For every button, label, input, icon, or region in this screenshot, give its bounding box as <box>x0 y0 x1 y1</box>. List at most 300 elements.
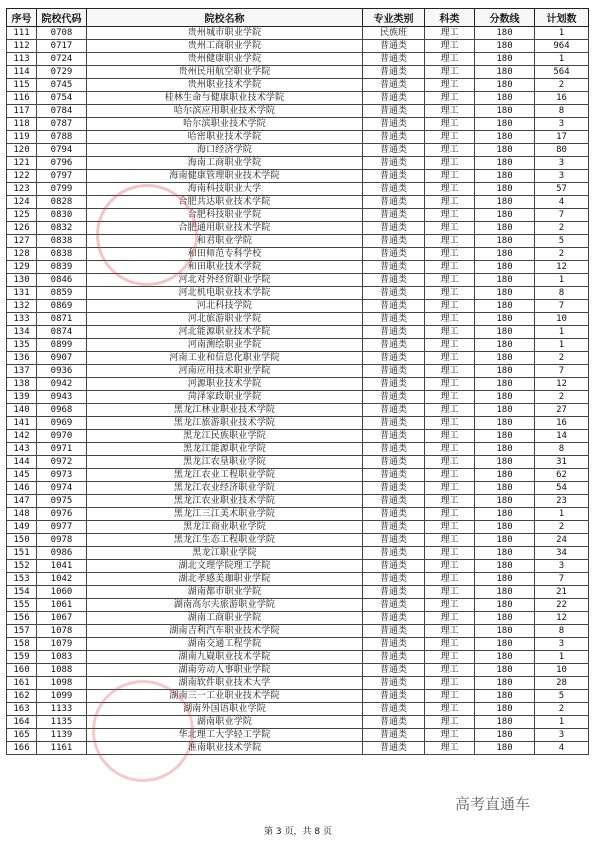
table-cell: 148 <box>7 508 37 521</box>
table-cell: 180 <box>475 53 535 66</box>
table-cell: 普通类 <box>363 274 425 287</box>
table-cell: 哈尔滨职业技术学院 <box>87 118 363 131</box>
table-cell: 133 <box>7 313 37 326</box>
table-cell: 0968 <box>37 404 87 417</box>
table-cell: 22 <box>535 599 589 612</box>
table-cell: 普通类 <box>363 482 425 495</box>
table-cell: 1139 <box>37 729 87 742</box>
table-cell: 普通类 <box>363 495 425 508</box>
table-cell: 理工 <box>425 547 475 560</box>
table-cell: 180 <box>475 417 535 430</box>
table-cell: 普通类 <box>363 170 425 183</box>
table-cell: 理工 <box>425 378 475 391</box>
table-cell: 180 <box>475 469 535 482</box>
table-cell: 0838 <box>37 248 87 261</box>
table-cell: 1 <box>535 326 589 339</box>
table-cell: 0838 <box>37 235 87 248</box>
table-cell: 河南工业和信息化职业学院 <box>87 352 363 365</box>
table-cell: 180 <box>475 144 535 157</box>
table-cell: 180 <box>475 430 535 443</box>
table-row <box>7 573 589 586</box>
table-cell: 180 <box>475 521 535 534</box>
table-cell: 166 <box>7 742 37 755</box>
table-cell: 180 <box>475 326 535 339</box>
table-cell: 180 <box>475 690 535 703</box>
table-cell: 普通类 <box>363 313 425 326</box>
table-cell: 理工 <box>425 404 475 417</box>
table-cell: 180 <box>475 742 535 755</box>
table-cell: 理工 <box>425 729 475 742</box>
admission-table-sheet <box>6 8 588 755</box>
table-cell: 180 <box>475 157 535 170</box>
table-row <box>7 664 589 677</box>
table-cell: 160 <box>7 664 37 677</box>
table-cell: 普通类 <box>363 53 425 66</box>
table-cell: 河北科技学院 <box>87 300 363 313</box>
table-cell: 0787 <box>37 118 87 131</box>
table-cell: 0975 <box>37 495 87 508</box>
table-cell: 162 <box>7 690 37 703</box>
table-cell: 1161 <box>37 742 87 755</box>
table-cell: 理工 <box>425 339 475 352</box>
table-cell: 普通类 <box>363 508 425 521</box>
table-cell: 普通类 <box>363 326 425 339</box>
table-cell: 180 <box>475 235 535 248</box>
table-cell: 0942 <box>37 378 87 391</box>
table-cell: 河南测绘职业学院 <box>87 339 363 352</box>
table-row <box>7 287 589 300</box>
table-cell: 180 <box>475 534 535 547</box>
table-cell: 黑龙江三江美术职业学院 <box>87 508 363 521</box>
table-cell: 湖南都市职业学院 <box>87 586 363 599</box>
table-cell: 111 <box>7 27 37 40</box>
table-cell: 1099 <box>37 690 87 703</box>
page-footer: 第 3 页，共 8 页 <box>264 827 332 837</box>
table-row <box>7 638 589 651</box>
table-cell: 964 <box>535 40 589 53</box>
table-row <box>7 625 589 638</box>
table-cell: 117 <box>7 105 37 118</box>
table-cell: 黑龙江林业职业技术学院 <box>87 404 363 417</box>
table-cell: 122 <box>7 170 37 183</box>
table-cell: 黑龙江能源职业学院 <box>87 443 363 456</box>
table-cell: 黑龙江农业工程职业学院 <box>87 469 363 482</box>
admission-table <box>6 8 589 755</box>
table-cell: 3 <box>535 170 589 183</box>
table-cell: 0943 <box>37 391 87 404</box>
table-cell: 普通类 <box>363 118 425 131</box>
table-cell: 0969 <box>37 417 87 430</box>
table-cell: 理工 <box>425 27 475 40</box>
table-cell: 1133 <box>37 703 87 716</box>
table-cell: 理工 <box>425 287 475 300</box>
table-cell: 180 <box>475 40 535 53</box>
table-cell: 理工 <box>425 664 475 677</box>
table-cell: 135 <box>7 339 37 352</box>
table-cell: 普通类 <box>363 391 425 404</box>
table-cell: 0745 <box>37 79 87 92</box>
table-cell: 1041 <box>37 560 87 573</box>
table-row <box>7 560 589 573</box>
table-cell: 理工 <box>425 430 475 443</box>
table-cell: 120 <box>7 144 37 157</box>
table-cell: 180 <box>475 287 535 300</box>
table-row <box>7 248 589 261</box>
table-row <box>7 534 589 547</box>
table-cell: 12 <box>535 378 589 391</box>
table-cell: 和田师范专科学校 <box>87 248 363 261</box>
table-cell: 164 <box>7 716 37 729</box>
table-cell: 139 <box>7 391 37 404</box>
column-header: 科类 <box>425 9 475 27</box>
table-cell: 0907 <box>37 352 87 365</box>
table-cell: 0869 <box>37 300 87 313</box>
table-cell: 180 <box>475 625 535 638</box>
table-cell: 180 <box>475 313 535 326</box>
table-cell: 普通类 <box>363 157 425 170</box>
table-row <box>7 183 589 196</box>
table-cell: 7 <box>535 573 589 586</box>
table-cell: 2 <box>535 391 589 404</box>
table-cell: 桂林生命与健康职业技术学院 <box>87 92 363 105</box>
table-cell: 湖南九嶷职业技术学院 <box>87 651 363 664</box>
table-cell: 合肥共达职业技术学院 <box>87 196 363 209</box>
column-header: 专业类别 <box>363 9 425 27</box>
table-cell: 菏泽家政职业学院 <box>87 391 363 404</box>
table-cell: 普通类 <box>363 248 425 261</box>
table-cell: 黑龙江民族职业学院 <box>87 430 363 443</box>
table-cell: 湖南三一工业职业技术学院 <box>87 690 363 703</box>
table-cell: 理工 <box>425 53 475 66</box>
table-cell: 理工 <box>425 105 475 118</box>
table-cell: 152 <box>7 560 37 573</box>
table-cell: 普通类 <box>363 79 425 92</box>
table-cell: 2 <box>535 79 589 92</box>
table-cell: 124 <box>7 196 37 209</box>
table-cell: 180 <box>475 547 535 560</box>
table-cell: 理工 <box>425 66 475 79</box>
table-cell: 理工 <box>425 235 475 248</box>
table-cell: 普通类 <box>363 638 425 651</box>
table-row <box>7 378 589 391</box>
table-cell: 理工 <box>425 443 475 456</box>
table-cell: 0828 <box>37 196 87 209</box>
table-cell: 理工 <box>425 261 475 274</box>
table-cell: 12 <box>535 261 589 274</box>
table-row <box>7 66 589 79</box>
table-cell: 4 <box>535 196 589 209</box>
table-cell: 黑龙江旅游职业技术学院 <box>87 417 363 430</box>
table-cell: 贵州工商职业学院 <box>87 40 363 53</box>
table-row <box>7 313 589 326</box>
table-cell: 和田职业技术学院 <box>87 261 363 274</box>
table-cell: 180 <box>475 339 535 352</box>
table-cell: 180 <box>475 209 535 222</box>
table-cell: 哈尔滨应用职业技术学院 <box>87 105 363 118</box>
table-cell: 理工 <box>425 677 475 690</box>
table-cell: 理工 <box>425 352 475 365</box>
table-cell: 理工 <box>425 183 475 196</box>
table-row <box>7 651 589 664</box>
table-cell: 159 <box>7 651 37 664</box>
table-cell: 1 <box>535 274 589 287</box>
table-cell: 180 <box>475 482 535 495</box>
table-cell: 湖南软件职业技术大学 <box>87 677 363 690</box>
table-cell: 理工 <box>425 222 475 235</box>
table-cell: 普通类 <box>363 729 425 742</box>
table-cell: 理工 <box>425 417 475 430</box>
table-cell: 普通类 <box>363 352 425 365</box>
table-cell: 黑龙江商业职业学院 <box>87 521 363 534</box>
table-cell: 180 <box>475 105 535 118</box>
table-row <box>7 40 589 53</box>
table-cell: 华北理工大学轻工学院 <box>87 729 363 742</box>
table-cell: 180 <box>475 560 535 573</box>
table-cell: 普通类 <box>363 287 425 300</box>
table-cell: 10 <box>535 313 589 326</box>
table-cell: 理工 <box>425 326 475 339</box>
table-cell: 0799 <box>37 183 87 196</box>
table-cell: 163 <box>7 703 37 716</box>
table-cell: 137 <box>7 365 37 378</box>
table-cell: 哈密职业技术学院 <box>87 131 363 144</box>
table-cell: 普通类 <box>363 521 425 534</box>
table-cell: 27 <box>535 404 589 417</box>
table-cell: 180 <box>475 352 535 365</box>
table-cell: 180 <box>475 27 535 40</box>
table-cell: 0846 <box>37 274 87 287</box>
table-cell: 普通类 <box>363 703 425 716</box>
table-cell: 0986 <box>37 547 87 560</box>
table-cell: 16 <box>535 417 589 430</box>
table-cell: 7 <box>535 300 589 313</box>
column-header: 序号 <box>7 9 37 27</box>
table-row <box>7 339 589 352</box>
table-cell: 理工 <box>425 495 475 508</box>
table-cell: 普通类 <box>363 456 425 469</box>
table-row <box>7 495 589 508</box>
table-row <box>7 586 589 599</box>
table-cell: 普通类 <box>363 547 425 560</box>
table-cell: 0784 <box>37 105 87 118</box>
table-cell: 116 <box>7 92 37 105</box>
table-cell: 180 <box>475 508 535 521</box>
table-cell: 理工 <box>425 521 475 534</box>
table-cell: 贵州民用航空职业学院 <box>87 66 363 79</box>
table-cell: 淮南职业技术学院 <box>87 742 363 755</box>
table-cell: 理工 <box>425 612 475 625</box>
table-cell: 普通类 <box>363 209 425 222</box>
table-header <box>7 9 589 27</box>
table-cell: 180 <box>475 248 535 261</box>
table-row <box>7 443 589 456</box>
table-cell: 理工 <box>425 92 475 105</box>
table-cell: 0971 <box>37 443 87 456</box>
table-cell: 7 <box>535 209 589 222</box>
table-cell: 2 <box>535 703 589 716</box>
table-cell: 湖南交通工程学院 <box>87 638 363 651</box>
table-cell: 180 <box>475 651 535 664</box>
table-row <box>7 118 589 131</box>
table-cell: 普通类 <box>363 612 425 625</box>
table-cell: 3 <box>535 638 589 651</box>
table-cell: 普通类 <box>363 404 425 417</box>
table-cell: 普通类 <box>363 664 425 677</box>
table-cell: 0977 <box>37 521 87 534</box>
table-cell: 普通类 <box>363 417 425 430</box>
table-cell: 16 <box>535 92 589 105</box>
table-cell: 112 <box>7 40 37 53</box>
column-header: 院校名称 <box>87 9 363 27</box>
table-cell: 0832 <box>37 222 87 235</box>
table-cell: 123 <box>7 183 37 196</box>
table-row <box>7 599 589 612</box>
table-cell: 理工 <box>425 716 475 729</box>
table-cell: 河南应用技术职业学院 <box>87 365 363 378</box>
table-cell: 80 <box>535 144 589 157</box>
table-cell: 普通类 <box>363 651 425 664</box>
table-cell: 8 <box>535 443 589 456</box>
table-cell: 180 <box>475 222 535 235</box>
table-cell: 1 <box>535 339 589 352</box>
table-cell: 河北能源职业技术学院 <box>87 326 363 339</box>
table-cell: 合肥通用职业技术学院 <box>87 222 363 235</box>
table-cell: 143 <box>7 443 37 456</box>
table-cell: 理工 <box>425 313 475 326</box>
table-row <box>7 300 589 313</box>
table-cell: 理工 <box>425 248 475 261</box>
table-cell: 1088 <box>37 664 87 677</box>
table-cell: 理工 <box>425 118 475 131</box>
table-cell: 180 <box>475 716 535 729</box>
table-cell: 147 <box>7 495 37 508</box>
table-cell: 0976 <box>37 508 87 521</box>
table-cell: 理工 <box>425 586 475 599</box>
table-cell: 0830 <box>37 209 87 222</box>
table-cell: 理工 <box>425 131 475 144</box>
table-cell: 8 <box>535 105 589 118</box>
table-row <box>7 261 589 274</box>
table-cell: 180 <box>475 599 535 612</box>
table-cell: 理工 <box>425 40 475 53</box>
table-cell: 普通类 <box>363 261 425 274</box>
table-cell: 2 <box>535 521 589 534</box>
table-row <box>7 482 589 495</box>
table-cell: 普通类 <box>363 534 425 547</box>
table-cell: 180 <box>475 79 535 92</box>
table-cell: 湖南吉利汽车职业技术学院 <box>87 625 363 638</box>
table-cell: 57 <box>535 183 589 196</box>
table-cell: 1 <box>535 651 589 664</box>
table-cell: 180 <box>475 92 535 105</box>
table-cell: 136 <box>7 352 37 365</box>
table-cell: 0974 <box>37 482 87 495</box>
table-cell: 3 <box>535 157 589 170</box>
table-cell: 0899 <box>37 339 87 352</box>
table-cell: 普通类 <box>363 40 425 53</box>
table-row <box>7 170 589 183</box>
table-row <box>7 144 589 157</box>
table-cell: 贵州职业技术学院 <box>87 79 363 92</box>
table-cell: 180 <box>475 300 535 313</box>
table-cell: 理工 <box>425 365 475 378</box>
table-row <box>7 690 589 703</box>
table-cell: 180 <box>475 729 535 742</box>
table-cell: 和君职业学院 <box>87 235 363 248</box>
table-body <box>7 27 589 755</box>
table-cell: 157 <box>7 625 37 638</box>
table-cell: 180 <box>475 118 535 131</box>
header-row <box>7 9 589 27</box>
table-cell: 0978 <box>37 534 87 547</box>
table-cell: 156 <box>7 612 37 625</box>
table-cell: 12 <box>535 612 589 625</box>
table-cell: 普通类 <box>363 196 425 209</box>
table-cell: 普通类 <box>363 430 425 443</box>
table-cell: 1 <box>535 27 589 40</box>
table-cell: 普通类 <box>363 573 425 586</box>
table-cell: 理工 <box>425 703 475 716</box>
table-cell: 180 <box>475 170 535 183</box>
table-cell: 普通类 <box>363 66 425 79</box>
table-cell: 0788 <box>37 131 87 144</box>
table-cell: 0859 <box>37 287 87 300</box>
table-cell: 0794 <box>37 144 87 157</box>
table-cell: 普通类 <box>363 625 425 638</box>
table-cell: 普通类 <box>363 599 425 612</box>
column-header: 计划数 <box>535 9 589 27</box>
table-cell: 180 <box>475 638 535 651</box>
table-cell: 0936 <box>37 365 87 378</box>
table-cell: 180 <box>475 612 535 625</box>
table-row <box>7 612 589 625</box>
table-cell: 5 <box>535 235 589 248</box>
table-cell: 128 <box>7 248 37 261</box>
table-cell: 180 <box>475 573 535 586</box>
table-cell: 165 <box>7 729 37 742</box>
table-cell: 150 <box>7 534 37 547</box>
table-row <box>7 53 589 66</box>
table-cell: 普通类 <box>363 235 425 248</box>
table-row <box>7 521 589 534</box>
table-cell: 海南健康管理职业技术学院 <box>87 170 363 183</box>
table-row <box>7 508 589 521</box>
table-cell: 河北旅游职业学院 <box>87 313 363 326</box>
column-header: 分数线 <box>475 9 535 27</box>
table-row <box>7 274 589 287</box>
table-cell: 理工 <box>425 209 475 222</box>
table-cell: 180 <box>475 664 535 677</box>
table-cell: 理工 <box>425 742 475 755</box>
table-row <box>7 326 589 339</box>
table-cell: 普通类 <box>363 131 425 144</box>
table-cell: 湖南高尔夫旅游职业学院 <box>87 599 363 612</box>
table-cell: 5 <box>535 690 589 703</box>
table-cell: 海口经济学院 <box>87 144 363 157</box>
table-cell: 理工 <box>425 170 475 183</box>
table-cell: 贵州健康职业学院 <box>87 53 363 66</box>
table-row <box>7 716 589 729</box>
table-cell: 3 <box>535 560 589 573</box>
table-cell: 普通类 <box>363 586 425 599</box>
table-cell: 121 <box>7 157 37 170</box>
table-row <box>7 196 589 209</box>
table-cell: 理工 <box>425 196 475 209</box>
table-cell: 黑龙江农垦职业学院 <box>87 456 363 469</box>
table-cell: 合肥科技职业学院 <box>87 209 363 222</box>
table-cell: 24 <box>535 534 589 547</box>
table-cell: 31 <box>535 456 589 469</box>
